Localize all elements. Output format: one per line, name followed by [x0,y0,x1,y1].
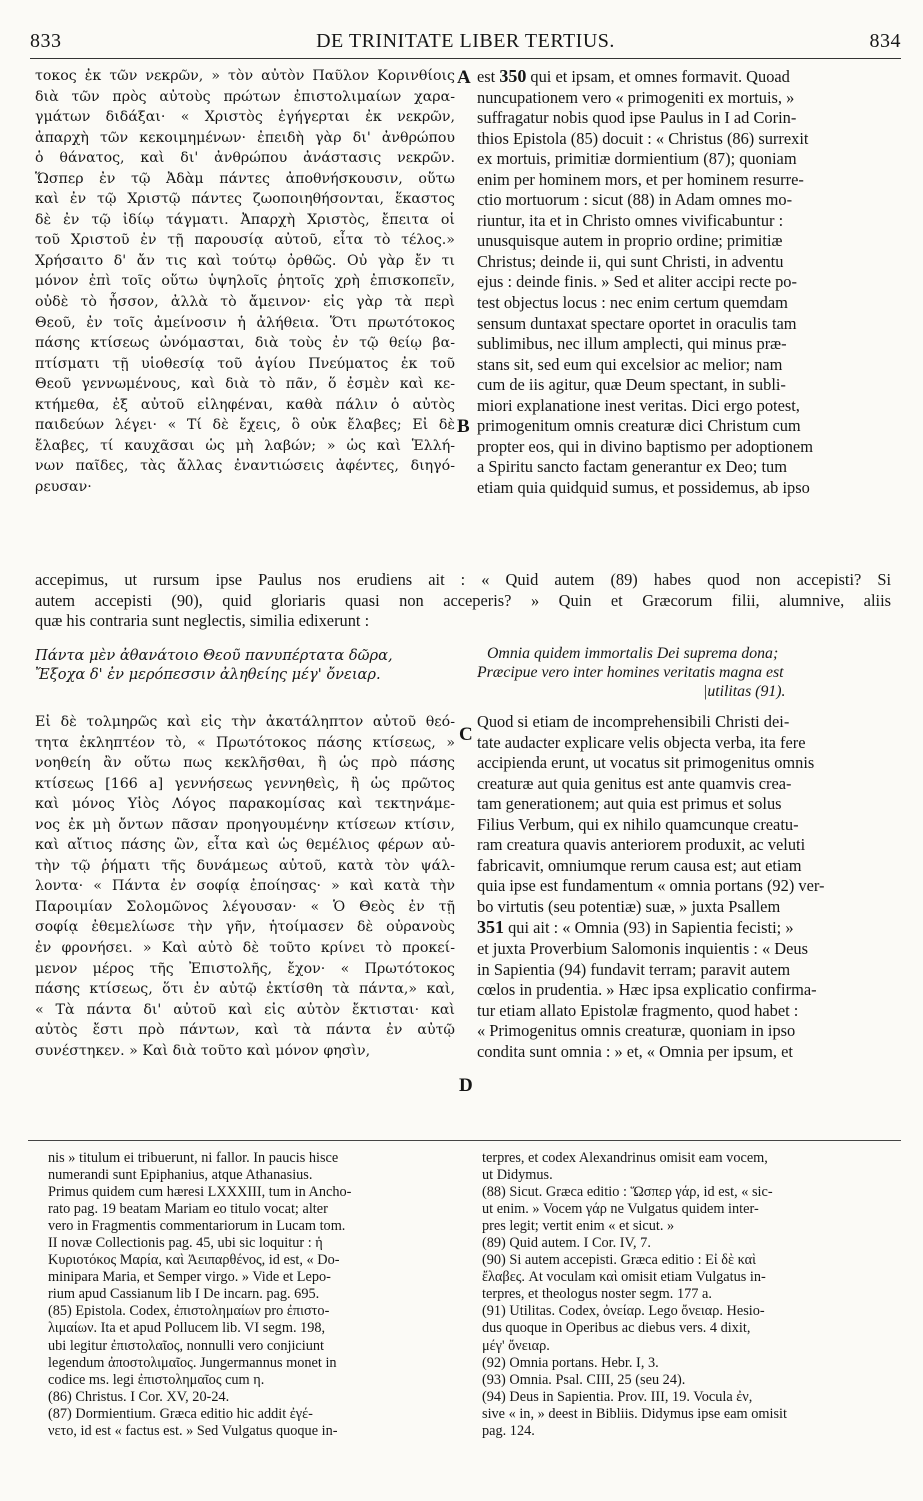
latin-text-line [477,66,891,88]
verse-line: Πάντα μὲν ἀθανάτοιο Θεοῦ πανυπέρτατα δῶρα, [35,647,393,664]
latin-text-line: « Primogenitus omnis creaturæ, quoniam in ipso [477,1021,796,1041]
greek-text-line: τὴν τῷ ῥήματι τῆς δυνάμεως αὐτοῦ, κατὰ τὸν ψάλ- [35,857,455,874]
latin-text-line: miori explanatione inest veritas. Dici ergo potest, [477,395,800,415]
footnote-separator [28,1140,901,1141]
greek-text-line: μόνον ἐπὶ τοῖς οὕτω ὑψηλοῖς ῥητοῖς χρὴ ἐπισκοπεῖν, [35,273,455,290]
latin-text-line: nuncupationem vero « primogeniti ex mortuis, » [477,87,795,107]
running-header [30,30,901,56]
latin-text-line: fabricavit, omniumque rerum causa est; aut etiam [477,855,802,875]
greek-text-line: Ὥσπερ ἐν τῷ Ἀδὰμ πάντες ἀποθνήσκουσιν, οὕτω [35,170,455,187]
greek-text-line: τοκος ἐκ τῶν νεκρῶν, » τὸν αὐτὸν Παῦλον Κορινθίοις [35,68,455,84]
greek-text-line: νος ἐκ μὴ ὄντων πᾶσαν προηγουμένην κτίσεων κτίσιν, [35,816,455,833]
greek-text-line: ἀπαρχὴ τῶν κεκοιμημένων· ἐπειδὴ γὰρ δι' ἀνθρώπου [35,129,455,146]
footnote-line: codice ms. legi ἐπιστολημαῖος cum η. [48,1371,265,1388]
footnote-line: (89) Quid autem. I Cor. IV, 7. [482,1235,651,1252]
greek-text-line: τοῦ Χριστοῦ ἐν τῇ παρουσίᾳ αὐτοῦ, εἶτα τὸ τέλος.» [35,232,455,249]
footnote-line: Primus quidem cum hæresi LXXXIII, tum in Ancho- [48,1184,352,1201]
footnote-line: pres legit; vertit enim « et sicut. » [482,1218,675,1235]
section-number: 351 [477,917,504,938]
line-text-after: qui ait : « Omnia (93) in Sapientia fecisti; » [504,918,794,938]
footnote-line: Κυριοτόκος Μαρία, καὶ Ἀειπαρθένος, id est, « Do- [48,1252,340,1269]
greek-text-line: πάσης κτίσεως ὠνόμασται, διὰ τοὺς ἐν τῷ θείῳ βα- [35,335,455,352]
footnote-line: λιμαίων. Ita et apud Pollucem lib. VI segm. 198, [48,1320,326,1337]
latin-text-line: Quod si etiam de incomprehensibili Christi dei- [477,712,790,731]
latin-text-line: quia ipse est fundamentum « omnia portans (92) ver- [477,876,825,896]
verse-line: Omnia quidem immortalis Dei suprema dona; [487,645,779,662]
section-number: 350 [499,66,527,86]
greek-text-line: λοντα· « Πάντα ἐν σοφίᾳ ἐποίησας· » καὶ κατὰ τὴν [35,878,455,895]
greek-column-bottom [35,712,455,1061]
footnote-line: (93) Omnia. Psal. CIII, 25 (seu 24). [482,1371,686,1388]
latin-text-line: Filius Verbum, qui ex nihilo quamcunque creatu- [477,814,799,834]
footnote-line: ut enim. » Vocem γάρ ne Vulgatus quidem inter- [482,1201,759,1218]
footnote-line: (88) Sicut. Græca editio : Ὥσπερ γάρ, id est, « sic- [482,1184,773,1201]
greek-text-line: μενον μέρος τῆς Ἐπιστολῆς, ἔχον· « Πρωτότοκος [35,960,455,977]
footnote-line: legendum ἀποστολιμαῖος. Jungermannus monet in [48,1354,337,1371]
footnote-line: (87) Dormientium. Græca editio hic addit ἐγέ- [48,1405,313,1422]
latin-text-line: accepimus, ut rursum ipse Paulus nos erudiens ait : « Quid autem (89) habes quod non accepisti? Si [35,570,891,589]
footnote-line: pag. 124. [482,1422,535,1439]
greek-column-top [35,66,455,497]
latin-text-line [477,917,891,939]
greek-text-line: ἔλαβες, τί καυχᾶσαι ὡς μὴ λαβών; » ὡς καὶ Ἑλλή- [35,437,455,454]
latin-text-line: et juxta Proverbium Salomonis inquientis : « Deus [477,939,808,959]
greek-text-line: ρευσαν· [35,478,92,495]
latin-column-bottom [477,712,891,1062]
greek-text-line: κτήμεθα, ἐξ αὐτοῦ εἰληφέναι, καθὰ πάλιν ὁ αὐτὸς [35,396,455,413]
line-text-after: qui et ipsam, et omnes formavit. Quoad [526,67,790,86]
greek-text-line: καὶ ἐν τῷ Χριστῷ πάντες ζωοποιηθήσονται, ἕκαστος [35,191,455,208]
footnote-line: μέγ' ὄνειαρ. [482,1337,550,1354]
footnote-line: ut Didymus. [482,1167,553,1184]
footnote-line: (85) Epistola. Codex, ἐπιστολημαίων pro ἐπιστο- [48,1303,330,1320]
greek-text-line: καὶ αἴτιος πάσης ὢν, εἶτα καὶ ὡς θεμέλιος φέρων αὐ- [35,837,455,854]
latin-text-line: riuntur, ita et in Christo omnes vivificabuntur : [477,210,784,230]
latin-full-width [35,570,891,632]
greek-text-line: νοηθείη ἂν οὕτω πως κεκλῆσθαι, ἢ ὡς πρὸ πάσης [35,755,455,772]
latin-text-line: ejus : deinde finis. » Sed et aliter accipi recte po- [477,272,797,292]
greek-verse [35,646,455,684]
latin-text-line: cum de iis agitur, quæ Deum spectant, in subli- [477,375,786,395]
footnote-line: minipara Maria, et Semper virgo. » Vide et Lepo- [48,1269,331,1286]
footnote-line: (90) Si autem accepisti. Græca editio : Εἰ δὲ καὶ [482,1252,757,1269]
footnote-line: (91) Utilitas. Codex, ὀνείαρ. Lego ὄνειαρ. Hesio- [482,1303,765,1320]
footnote-line: terpres, et theologus noster segm. 177 a. [482,1286,712,1303]
latin-text-line: condita sunt omnia : » et, « Omnia per ipsum, et [477,1041,793,1061]
greek-text-line: « Τὰ πάντα δι' αὐτοῦ καὶ εἰς αὐτὸν ἔκτισται· καὶ [35,1001,455,1018]
margin-letter-d: D [459,1075,473,1096]
greek-text-line: Θεοῦ, ἐν τοῖς ἀμείνοσιν ἡ ἀλήθεια. Ὅτι πρωτότοκος [35,314,455,331]
latin-text-line: autem accepisti (90), quid gloriaris quasi non acceperis? » Quin et Græcorum filii, alumnive, aliis [35,590,891,610]
footnote-line: (92) Omnia portans. Hebr. I, 3. [482,1354,659,1371]
latin-column-top [477,66,891,498]
header-rule [30,58,901,59]
greek-text-line: κτίσεως [166 a] γεννήσεως γεννηθεὶς, ἢ ὡς πρῶτος [35,775,455,792]
latin-text-line: sensum duntaxat spectare oportet in oraculis tam [477,313,797,333]
verse-line: Præcipue vero inter homines veritatis magna est [477,664,784,681]
footnote-line: ubi legitur ἐπιστολαῖος, nonnulli vero conjiciunt [48,1337,325,1354]
latin-text-line: unusquisque autem in proprio ordine; primitiæ [477,231,783,251]
latin-text-line: tate audacter explicare velis objecta verba, ita fere [477,732,806,752]
footnote-line: terpres, et codex Alexandrinus omisit eam vocem, [482,1150,768,1166]
footnote-line: rato pag. 19 beatam Mariam eo titulo vocat; alter [48,1201,328,1218]
latin-verse [477,644,891,701]
footnote-line: rium apud Cassianum lib I De incarn. pag. 695. [48,1286,320,1303]
footnote-line: sive « in, » deest in Bibliis. Didymus ipse eam omisit [482,1405,787,1422]
right-page-number: 834 [869,30,901,52]
latin-text-line: tam generationem; aut quia est primus et solus [477,794,782,814]
latin-text-line: ram creatura quavis anteriorem produxit, ac veluti [477,835,806,855]
greek-text-line: πτίσματι τῇ υἱοθεσίᾳ τοῦ ἁγίου Πνεύματος ἐκ τοῦ [35,355,455,372]
greek-text-line: συνέστηκεν. » Καὶ διὰ τοῦτο καὶ μόνον φησὶν, [35,1042,371,1059]
footnote-line: ἔλαβες. At voculam καὶ omisit etiam Vulgatus in- [482,1269,766,1286]
greek-text-line: διὰ τῶν πρὸς αὐτοὺς πρώτων ἐπιστολιμαίων χαρα- [35,88,455,105]
latin-text-line: propter eos, qui in divino baptismo per adoptionem [477,436,813,456]
greek-text-line: Θεοῦ γεννωμένους, καὶ διὰ τὸ πᾶν, ὅ ἐσμὲν καὶ κε- [35,376,455,393]
latin-text-line: accipienda erunt, ut vocatus sit primogenitus omnis [477,753,815,773]
latin-text-line: stans sit, sed eum qui excelsior ac melior; nam [477,354,783,374]
greek-text-line: παιδεύων λέγει· « Τί δὲ ἔχεις, ὃ οὐκ ἔλαβες; Εἰ δὲ [35,417,455,434]
greek-text-line: ἐν φρονήσει. » Καὶ αὐτὸ δὲ τοῦτο κρίνει τὸ προκεί- [35,940,455,957]
greek-text-line: Παροιμίαν Σολομῶνος λέγουσαν· « Ὁ Θεὸς ἐν τῇ [35,898,455,915]
footnote-line: nis » titulum ei tribuerunt, ni fallor. In paucis hisce [48,1150,339,1166]
footnote-line: numerandi sunt Epiphanius, atque Athanasius. [48,1167,313,1184]
verse-line: Ἔξοχα δ' ἐν μερόπεσσιν ἀληθείης μέγ' ὄνειαρ. [35,666,381,683]
latin-text-line: sublimibus, nec illum amplecti, qui minus præ- [477,334,787,354]
margin-letter-c: C [459,724,473,745]
page-title: DE TRINITATE LIBER TERTIUS. [316,30,615,52]
latin-text-line: cœlos in prudentia. » Hæc ipsa explicatio confirma- [477,980,817,1000]
latin-text-line: etiam quia quidquid sumus, et possidemus, ab ipso [477,477,810,497]
verse-line: |utilitas (91). [703,683,786,700]
greek-text-line: δὲ ἐν τῷ ἰδίῳ τάγματι. Ἀπαρχὴ Χριστὸς, ἔπειτα οἱ [35,211,455,228]
latin-text-line: creaturæ aut quia genitus est ante quamvis crea- [477,773,792,793]
latin-text-line: thios Epistola (85) docuit : « Christus (86) surrexit [477,128,809,148]
greek-text-line: νων παῖδες, τὰς ἄλλας ἐναντιώσεις ἀφέντες, διηγό- [35,458,455,475]
latin-text-line: primogenitum omnis creaturæ dici Christum cum [477,416,801,436]
latin-text-line: test objectus locus : nec enim certum quemdam [477,293,788,313]
footnote-line: (94) Deus in Sapientia. Prov. III, 19. Vocula ἐν, [482,1388,753,1405]
latin-text-line: Christus; deinde ii, qui sunt Christi, in adventu [477,251,784,271]
left-page-number: 833 [30,30,62,52]
greek-text-line: οὐδὲ τὸ ἧσσον, ἀλλὰ τὸ ἄμεινον· εἰς γὰρ τὰ περὶ [35,294,455,311]
greek-text-line: γμάτων διδάξαι· « Χριστὸς ἐγήγερται ἐκ νεκρῶν, [35,109,455,126]
latin-text-line: ctio mortuorum : sicut (88) in Adam omnes mo- [477,190,793,210]
footnote-line: νετο, id est « factus est. » Sed Vulgatus quoque in- [48,1422,338,1439]
latin-text-line: in Sapientia (94) fundavit terram; paravit autem [477,959,791,979]
footnote-line: vero in Fragmentis commentariorum in Lucam tom. [48,1218,346,1235]
latin-text-line: bo virtutis (seu potentiæ) suæ, » juxta Psallem [477,896,781,916]
footnote-line: dus quoque in Operibus ac diebus vers. 4 dixit, [482,1320,751,1337]
footnote-line: (86) Christus. I Cor. XV, 20-24. [48,1388,230,1405]
line-text-before: est [477,67,500,86]
latin-text-line: a Spiritu sancto factam generantur ex Deo; tum [477,457,787,477]
greek-text-line: Χρήσαιτο δ' ἄν τις καὶ τούτῳ ὀρθῶς. Οὐ γὰρ ἔν τι [35,252,455,269]
latin-text-line: ex mortuis, primitiæ dormientium (87); quoniam [477,149,797,169]
greek-text-line: Εἰ δὲ τολμηρῶς καὶ εἰς τὴν ἀκατάληπτον αὐτοῦ θεό- [35,714,455,730]
latin-text-line: enim per hominem mors, et per hominem resurre- [477,169,804,189]
greek-text-line: ὁ θάνατος, καὶ δι' ἀνθρώπου ἀνάστασις νεκρῶν. [35,150,455,167]
footnote-line: II novæ Collectionis pag. 45, ubi sic loquitur : ἡ [48,1235,323,1252]
greek-text-line: καὶ μόνος Υἱὸς Λόγος παρακομίσας καὶ τεκτηνάμε- [35,796,455,813]
margin-letter-b: B [457,416,470,437]
greek-text-line: τητα ἐκληπτέον τὸ, « Πρωτότοκος πάσης κτίσεως, » [35,734,455,751]
footnotes-left [48,1150,452,1440]
greek-text-line: πάσης κτίσεως, ὅτι ἐν αὐτῷ ἐκτίσθη τὰ πάντα,» καὶ, [35,981,455,998]
greek-text-line: αὐτὸς ἔστι πρὸ πάντων, καὶ τὰ πάντα ἐν αὐτῷ [35,1022,455,1039]
margin-letter-a: A [457,67,471,88]
greek-text-line: σοφίᾳ ἐθεμελίωσε τὴν γῆν, ἡτοίμασεν δὲ οὐρανοὺς [35,919,455,936]
latin-text-line: tur etiam allato Epistolæ fragmento, quod habet : [477,1000,799,1020]
latin-text-line: quæ his contraria sunt neglectis, similia edixerunt : [35,611,370,631]
footnotes-right [482,1150,888,1440]
latin-text-line: suffragatur nobis quod ipse Paulus in I ad Corin- [477,108,797,128]
